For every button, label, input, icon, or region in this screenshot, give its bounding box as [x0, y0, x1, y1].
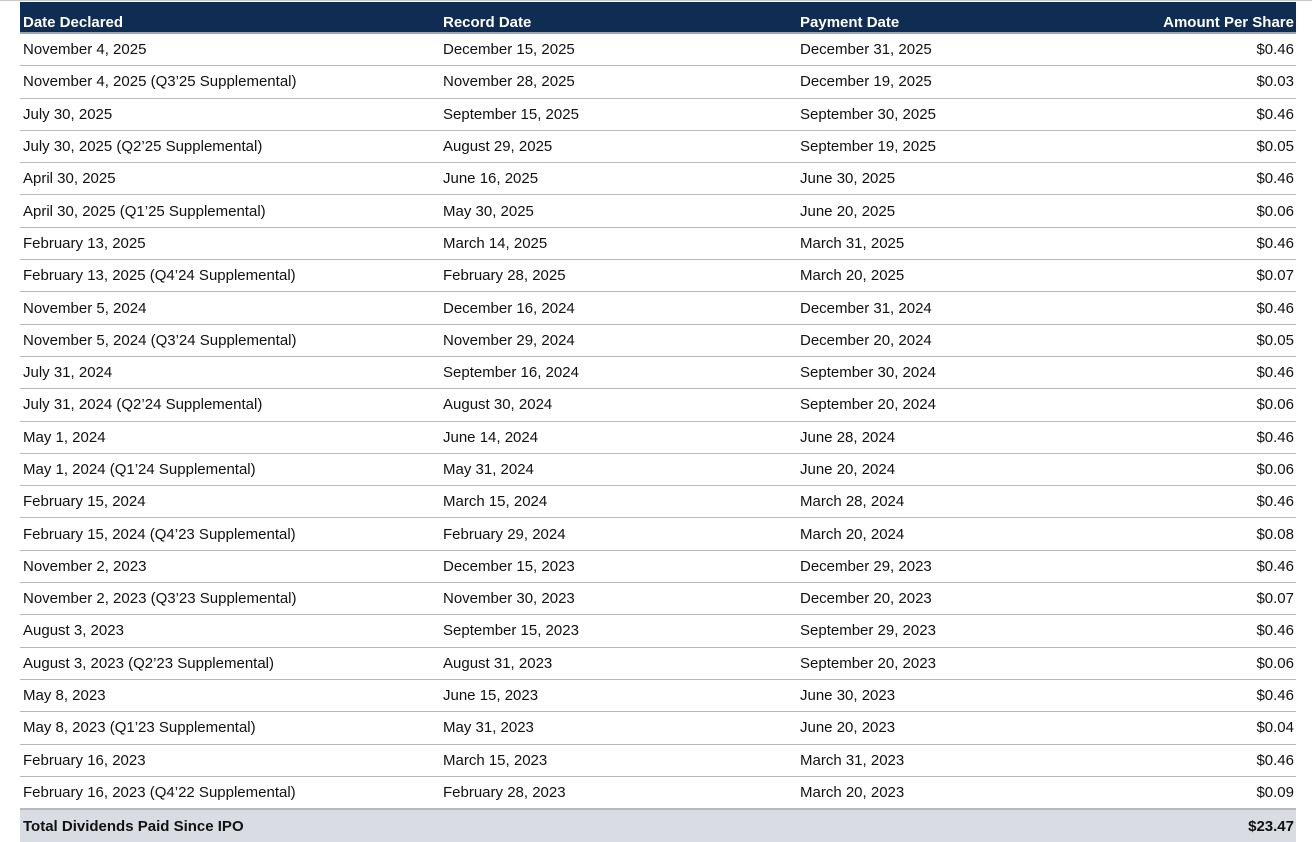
cell-date-declared: July 30, 2025 (Q2’25 Supplemental): [23, 138, 263, 156]
cell-payment-date: March 20, 2025: [800, 267, 905, 285]
cell-payment-date: March 31, 2025: [800, 234, 905, 252]
cell-amount-per-share: $0.05: [1256, 331, 1294, 349]
cell-date-declared: August 3, 2023 (Q2’23 Supplemental): [23, 654, 274, 672]
table-row: [20, 648, 1296, 680]
cell-date-declared: May 8, 2023 (Q1’23 Supplemental): [23, 719, 256, 737]
cell-payment-date: September 30, 2024: [800, 364, 936, 382]
table-row: [20, 454, 1296, 486]
cell-amount-per-share: $0.46: [1256, 428, 1294, 446]
cell-record-date: September 15, 2025: [443, 105, 579, 123]
table-row: [20, 712, 1296, 744]
page-top-rule: [0, 0, 1312, 1]
cell-payment-date: March 20, 2023: [800, 783, 905, 801]
cell-amount-per-share: $0.07: [1256, 590, 1294, 608]
cell-date-declared: November 2, 2023: [23, 557, 147, 575]
cell-record-date: February 29, 2024: [443, 525, 566, 543]
table-row: [20, 292, 1296, 324]
cell-amount-per-share: $0.46: [1256, 687, 1294, 705]
table-row: [20, 260, 1296, 292]
table-row: [20, 325, 1296, 357]
table-row: [20, 583, 1296, 615]
cell-date-declared: November 4, 2025: [23, 41, 147, 59]
cell-record-date: June 15, 2023: [443, 687, 539, 705]
cell-amount-per-share: $0.04: [1256, 719, 1294, 737]
cell-date-declared: May 8, 2023: [23, 687, 106, 705]
table-row: [20, 34, 1296, 66]
cell-payment-date: September 20, 2024: [800, 396, 936, 414]
cell-payment-date: June 20, 2023: [800, 719, 896, 737]
cell-date-declared: February 16, 2023: [23, 751, 146, 769]
cell-amount-per-share: $0.46: [1256, 234, 1294, 252]
cell-amount-per-share: $0.06: [1256, 461, 1294, 478]
cell-amount-per-share: $0.05: [1256, 138, 1294, 156]
table-row: [20, 163, 1296, 195]
cell-payment-date: December 19, 2025: [800, 73, 932, 91]
cell-payment-date: September 20, 2023: [800, 654, 936, 672]
cell-date-declared: February 16, 2023 (Q4’22 Supplemental): [23, 783, 296, 801]
cell-date-declared: July 31, 2024 (Q2’24 Supplemental): [23, 396, 263, 414]
cell-record-date: November 29, 2024: [443, 331, 575, 349]
cell-payment-date: March 28, 2024: [800, 493, 905, 511]
cell-amount-per-share: $0.46: [1256, 41, 1294, 59]
cell-date-declared: November 4, 2025 (Q3’25 Supplemental): [23, 73, 297, 91]
cell-amount-per-share: $0.07: [1256, 267, 1294, 285]
cell-date-declared: November 5, 2024: [23, 299, 147, 317]
cell-amount-per-share: $0.46: [1256, 299, 1294, 317]
cell-record-date: May 31, 2023: [443, 719, 534, 737]
cell-payment-date: June 30, 2025: [800, 170, 896, 188]
cell-date-declared: July 31, 2024: [23, 364, 113, 382]
cell-date-declared: February 15, 2024: [23, 493, 146, 511]
total-row: [20, 809, 1296, 842]
cell-amount-per-share: $0.46: [1256, 751, 1294, 769]
cell-record-date: August 29, 2025: [443, 138, 553, 156]
header-date-declared: Date Declared: [23, 14, 124, 31]
table-row: [20, 745, 1296, 777]
cell-record-date: May 31, 2024: [443, 461, 534, 478]
table-row: [20, 518, 1296, 550]
cell-record-date: December 15, 2025: [443, 41, 575, 59]
cell-amount-per-share: $0.46: [1256, 557, 1294, 575]
cell-date-declared: July 30, 2025: [23, 105, 113, 123]
cell-payment-date: September 19, 2025: [800, 138, 936, 156]
cell-record-date: May 30, 2025: [443, 202, 534, 220]
cell-record-date: December 15, 2023: [443, 557, 575, 575]
table-row: [20, 486, 1296, 518]
table-row: [20, 357, 1296, 389]
cell-amount-per-share: $0.09: [1256, 783, 1294, 801]
table-row: [20, 777, 1296, 809]
cell-payment-date: September 29, 2023: [800, 622, 936, 640]
cell-amount-per-share: $0.46: [1256, 105, 1294, 123]
cell-amount-per-share: $0.46: [1256, 364, 1294, 382]
cell-amount-per-share: $0.03: [1256, 73, 1294, 91]
cell-record-date: August 30, 2024: [443, 396, 553, 414]
header-record-date: Record Date: [443, 14, 532, 31]
cell-date-declared: August 3, 2023: [23, 622, 124, 640]
total-label: Total Dividends Paid Since IPO: [23, 817, 244, 835]
cell-record-date: November 28, 2025: [443, 73, 575, 91]
cell-date-declared: May 1, 2024: [23, 428, 106, 446]
cell-date-declared: April 30, 2025: [23, 170, 116, 188]
cell-payment-date: December 29, 2023: [800, 557, 932, 575]
table-row: [20, 66, 1296, 98]
cell-payment-date: June 28, 2024: [800, 428, 896, 446]
header-amount-per-share: Amount Per Share: [1163, 14, 1294, 31]
header-payment-date: Payment Date: [800, 14, 900, 31]
table-row: [20, 99, 1296, 131]
cell-record-date: November 30, 2023: [443, 590, 575, 608]
cell-date-declared: February 15, 2024 (Q4’23 Supplemental): [23, 525, 296, 543]
cell-record-date: February 28, 2025: [443, 267, 566, 285]
cell-date-declared: February 13, 2025: [23, 234, 146, 252]
cell-amount-per-share: $0.08: [1256, 525, 1294, 543]
cell-payment-date: June 20, 2025: [800, 202, 896, 220]
cell-record-date: March 15, 2023: [443, 751, 548, 769]
table-row: [20, 680, 1296, 712]
table-row: [20, 195, 1296, 227]
cell-payment-date: December 20, 2024: [800, 331, 932, 349]
cell-amount-per-share: $0.06: [1256, 202, 1294, 220]
cell-payment-date: September 30, 2025: [800, 105, 936, 123]
cell-date-declared: February 13, 2025 (Q4’24 Supplemental): [23, 267, 296, 285]
table-row: [20, 422, 1296, 454]
cell-record-date: December 16, 2024: [443, 299, 575, 317]
cell-amount-per-share: $0.46: [1256, 493, 1294, 511]
table-row: [20, 228, 1296, 260]
table-row: [20, 389, 1296, 421]
cell-amount-per-share: $0.06: [1256, 396, 1294, 414]
cell-date-declared: November 2, 2023 (Q3’23 Supplemental): [23, 590, 297, 608]
dividend-history-table: [20, 2, 1296, 842]
cell-record-date: September 16, 2024: [443, 364, 579, 382]
cell-payment-date: December 31, 2025: [800, 41, 932, 59]
cell-date-declared: May 1, 2024 (Q1’24 Supplemental): [23, 461, 256, 478]
cell-payment-date: March 31, 2023: [800, 751, 905, 769]
cell-payment-date: December 20, 2023: [800, 590, 932, 608]
cell-amount-per-share: $0.46: [1256, 170, 1294, 188]
cell-date-declared: April 30, 2025 (Q1’25 Supplemental): [23, 202, 266, 220]
cell-record-date: March 15, 2024: [443, 493, 548, 511]
cell-date-declared: November 5, 2024 (Q3’24 Supplemental): [23, 331, 297, 349]
cell-record-date: June 14, 2024: [443, 428, 539, 446]
cell-record-date: August 31, 2023: [443, 654, 553, 672]
table-row: [20, 131, 1296, 163]
table-row: [20, 615, 1296, 647]
cell-amount-per-share: $0.06: [1256, 654, 1294, 672]
cell-record-date: September 15, 2023: [443, 622, 579, 640]
cell-payment-date: June 30, 2023: [800, 687, 896, 705]
cell-record-date: February 28, 2023: [443, 783, 566, 801]
table-row: [20, 551, 1296, 583]
cell-record-date: June 16, 2025: [443, 170, 539, 188]
cell-payment-date: December 31, 2024: [800, 299, 932, 317]
table-body: [20, 34, 1296, 809]
cell-payment-date: March 20, 2024: [800, 525, 905, 543]
total-value: $23.47: [1248, 817, 1294, 835]
cell-payment-date: June 20, 2024: [800, 461, 896, 478]
cell-amount-per-share: $0.46: [1256, 622, 1294, 640]
table-header-row: [20, 2, 1296, 34]
cell-record-date: March 14, 2025: [443, 234, 548, 252]
